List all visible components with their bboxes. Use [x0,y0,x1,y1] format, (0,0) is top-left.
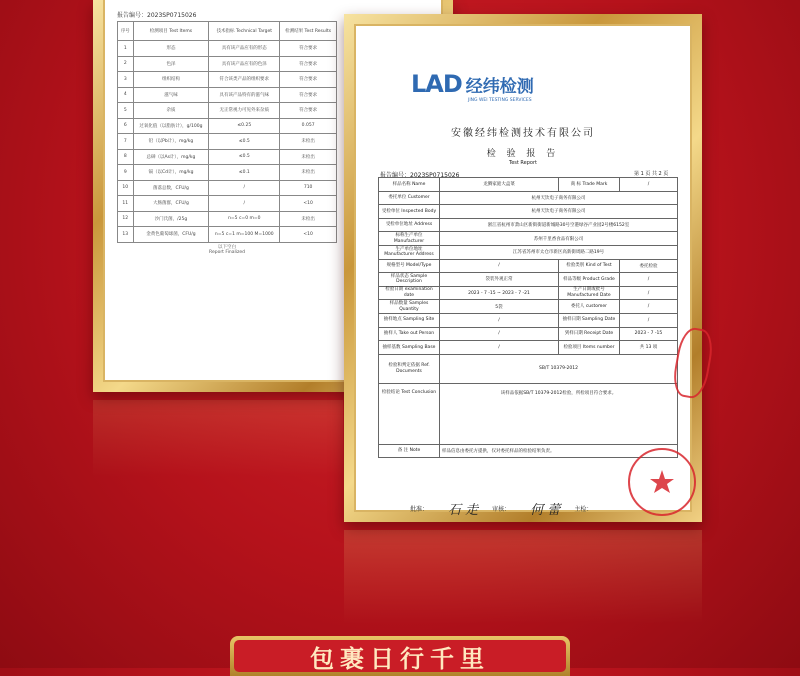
banner-text: 包裹日行千里 [234,640,566,672]
left-report-number: 报告编号：2023SP0715026 [117,12,197,19]
table-row [118,41,337,57]
cell-result: 0.057 [280,118,337,134]
value-grade: / [619,273,677,287]
right-certificate-frame [344,14,702,522]
value-manufacturer: 苏州千里香食品有限公司 [440,232,678,246]
table-row [379,273,678,287]
value-receipt: 2023 - 7 -15 [619,327,677,341]
value-exam-date: 2023 - 7 -15 ~ 2023 - 7 -21 [440,286,559,300]
cell-index: 11 [118,196,134,212]
label-grade: 样品等级 Product Grade [558,273,619,287]
cell-target: 具有该产品应有的色泽 [209,56,280,72]
seal-star-icon [632,452,692,512]
report-info-table [378,177,678,458]
cell-result: 未检出 [280,149,337,165]
official-seal-stamp [628,448,696,516]
cell-item: 过氧化值（以脂肪计），g/100g [133,118,209,134]
cell-result: 符合要求 [280,56,337,72]
cell-index: 2 [118,56,134,72]
table-row [118,211,337,227]
label-qty: 样品数量 Samples Quantity [379,300,440,314]
cell-result: <10 [280,227,337,243]
cell-target: ≤0.5 [209,149,280,165]
table-row [118,149,337,165]
cell-item: 杂质 [133,103,209,119]
table-row [118,72,337,88]
main-inspector-label: 主检： [574,506,593,513]
table-row [118,103,337,119]
cell-target: 具有该产品应有的形态 [209,41,280,57]
cell-target: ≤0.5 [209,134,280,150]
value-customer: 杭州天饮电子商务有限公司 [440,191,678,205]
cell-index: 6 [118,118,134,134]
value-qty: 5袋 [440,300,559,314]
value-trademark: / [619,178,677,192]
value-sdate: / [619,313,677,327]
value-conclusion: 该样品依据SB/T 10379-2012检验，所检项目符合要求。 [440,383,678,444]
label-cust: 委托人 customer [558,300,619,314]
report-title-en: Test Report [508,160,537,166]
cell-result: 符合要求 [280,87,337,103]
logo-chinese-name: 经纬检测 [465,76,534,97]
cell-index: 12 [118,211,134,227]
right-frame-reflection [344,530,702,640]
company-name: 安徽经纬检测技术有限公司 [451,128,595,139]
cell-target: 具有该产品特有的滋气味 [209,87,280,103]
label-sample-name: 样品名称 Name [379,178,440,192]
value-inspected: 杭州天饮电子商务有限公司 [440,205,678,219]
label-model: 规格型号 Model/Type [379,259,440,273]
label-manufacturer: 标称生产单位 Manufacturer [379,232,440,246]
footer-cn: 以下空白 [218,244,236,250]
table-row [379,232,678,246]
table-row [118,134,337,150]
value-mfg-date: / [619,286,677,300]
table-row [379,218,678,232]
bottom-banner [230,636,570,676]
cell-item: 金黄色葡萄球菌，CFU/g [133,227,209,243]
value-items: 共 13 项 [619,341,677,355]
table-row [118,118,337,134]
table-row [379,205,678,219]
cell-index: 5 [118,103,134,119]
cell-target: 符合该类产品的组织要求 [209,72,280,88]
label-ref: 检验和判定依据 Ref. Documents [379,354,440,383]
cell-target: ≤0.25 [209,118,280,134]
label-base: 抽样基数 Sampling Base [379,341,440,355]
cell-item: 色泽 [133,56,209,72]
left-report-body [117,10,337,255]
cell-result: <10 [280,196,337,212]
table-row [379,383,678,444]
cell-result: 未检出 [280,211,337,227]
label-address: 受检单位地址 Address [379,218,440,232]
cell-target: n=5 c=0 m=0 [209,211,280,227]
right-report-number: 报告编号：2023SP0715026 [380,172,460,179]
logo-english-name: JING WEI TESTING SERVICES [468,98,532,103]
table-row [379,286,678,300]
cell-item: 大肠菌群，CFU/g [133,196,209,212]
reviewer-signature: 何 蕾 [530,503,561,518]
table-row [379,354,678,383]
table-row [379,245,678,259]
cell-index: 7 [118,134,134,150]
cell-item: 菌落总数，CFU/g [133,180,209,196]
review-label: 审核： [492,506,511,513]
cell-index: 4 [118,87,134,103]
label-mfr-address: 生产单位地址 Manufacturer Address [379,245,440,259]
table-row [118,56,337,72]
table-row [379,191,678,205]
report-title-cn: 检 验 报 告 [486,149,560,159]
label-testkind: 检验类别 Kind of Test [558,259,619,273]
test-results-table [117,21,337,243]
table-row [379,327,678,341]
cell-item: 总砷（以As计），mg/kg [133,149,209,165]
cell-target: / [209,196,280,212]
cell-item: 铅（以Pb计），mg/kg [133,134,209,150]
label-exam-date: 检验日期 examination date [379,286,440,300]
col-header-items: 检测项目 Test Items [133,22,209,41]
col-header-target: 技术指标 Technical Target [209,22,280,41]
table-row [118,227,337,243]
table-row [379,341,678,355]
cell-result: 未检出 [280,165,337,181]
cell-item: 沙门氏菌，/25g [133,211,209,227]
cell-index: 13 [118,227,134,243]
value-base: / [440,341,559,355]
cell-result: 符合要求 [280,103,337,119]
value-taker: / [440,327,559,341]
signature-row [410,499,592,518]
cell-index: 3 [118,72,134,88]
label-taker: 抽样人 Take out Person [379,327,440,341]
label-conclusion: 检验结论 Test Conclusion [379,383,440,444]
cell-result: 符合要求 [280,41,337,57]
cell-item: 滋气味 [133,87,209,103]
cell-item: 组织结构 [133,72,209,88]
value-testkind: 委托检验 [619,259,677,273]
page-indicator: 第 1 页 共 2 页 [634,171,669,177]
cell-index: 1 [118,41,134,57]
table-row [118,180,337,196]
label-site: 抽样地点 Sampling Site [379,313,440,327]
cell-item: 形态 [133,41,209,57]
value-site: / [440,313,559,327]
label-note: 备 注 Note [379,444,440,458]
table-header-row [118,22,337,41]
cell-target: ≤0.1 [209,165,280,181]
approve-label: 批准： [410,506,429,513]
report-finalized-note [117,244,337,255]
table-row [379,259,678,273]
value-note: 样品信息由委托方提供，仅对委托样品的检验结果负责。 [440,444,678,458]
table-row [118,87,337,103]
cell-item: 镉（以Cd计），mg/kg [133,165,209,181]
label-items: 检验项目 Items number [558,341,619,355]
table-row [379,313,678,327]
footer-en: Report Finalized [209,249,245,255]
value-ref: SB/T 10379-2012 [440,354,678,383]
col-header-results: 检测结果 Test Results [280,22,337,41]
cell-target: n=5 c=1 m=100 M=1000 [209,227,280,243]
cell-index: 9 [118,165,134,181]
table-row [118,196,337,212]
cell-result: 符合要求 [280,72,337,88]
left-frame-reflection [93,400,343,490]
cell-result: 710 [280,180,337,196]
cell-target: 无正常视力可见外来杂质 [209,103,280,119]
col-header-index: 序号 [118,22,134,41]
cell-target: / [209,180,280,196]
approver-signature: 石 走 [448,503,479,518]
label-customer: 委托单位 Customer [379,191,440,205]
value-desc: 袋装外观正常 [440,273,559,287]
value-sample-name: 龙腾家庭大盒菜 [440,178,559,192]
value-mfr-address: 江苏省苏州市太仓市新区高新街周路二路19号 [440,245,678,259]
label-mfg-date: 生产日期或批号 Manufactured Date [558,286,619,300]
label-sdate: 抽样日期 Sampling Date [558,313,619,327]
label-receipt: 到样日期 Receipt Date [558,327,619,341]
value-model: / [440,259,559,273]
label-trademark: 商 标 Trade Mark [558,178,619,192]
table-row [379,178,678,192]
right-certificate-paper [354,24,692,518]
value-address: 浙江省杭州市萧山区新街街道新城路30号空港绿谷产业园2号楼6152室 [440,218,678,232]
value-cust: / [619,300,677,314]
table-row [379,300,678,314]
cell-index: 10 [118,180,134,196]
label-desc: 样品状态 Sample Description [379,273,440,287]
label-inspected: 受检单位 Inspected Body [379,205,440,219]
cell-result: 未检出 [280,134,337,150]
table-row [118,165,337,181]
logo-letters: LAD [411,70,462,98]
company-logo [411,70,534,103]
cell-index: 8 [118,149,134,165]
